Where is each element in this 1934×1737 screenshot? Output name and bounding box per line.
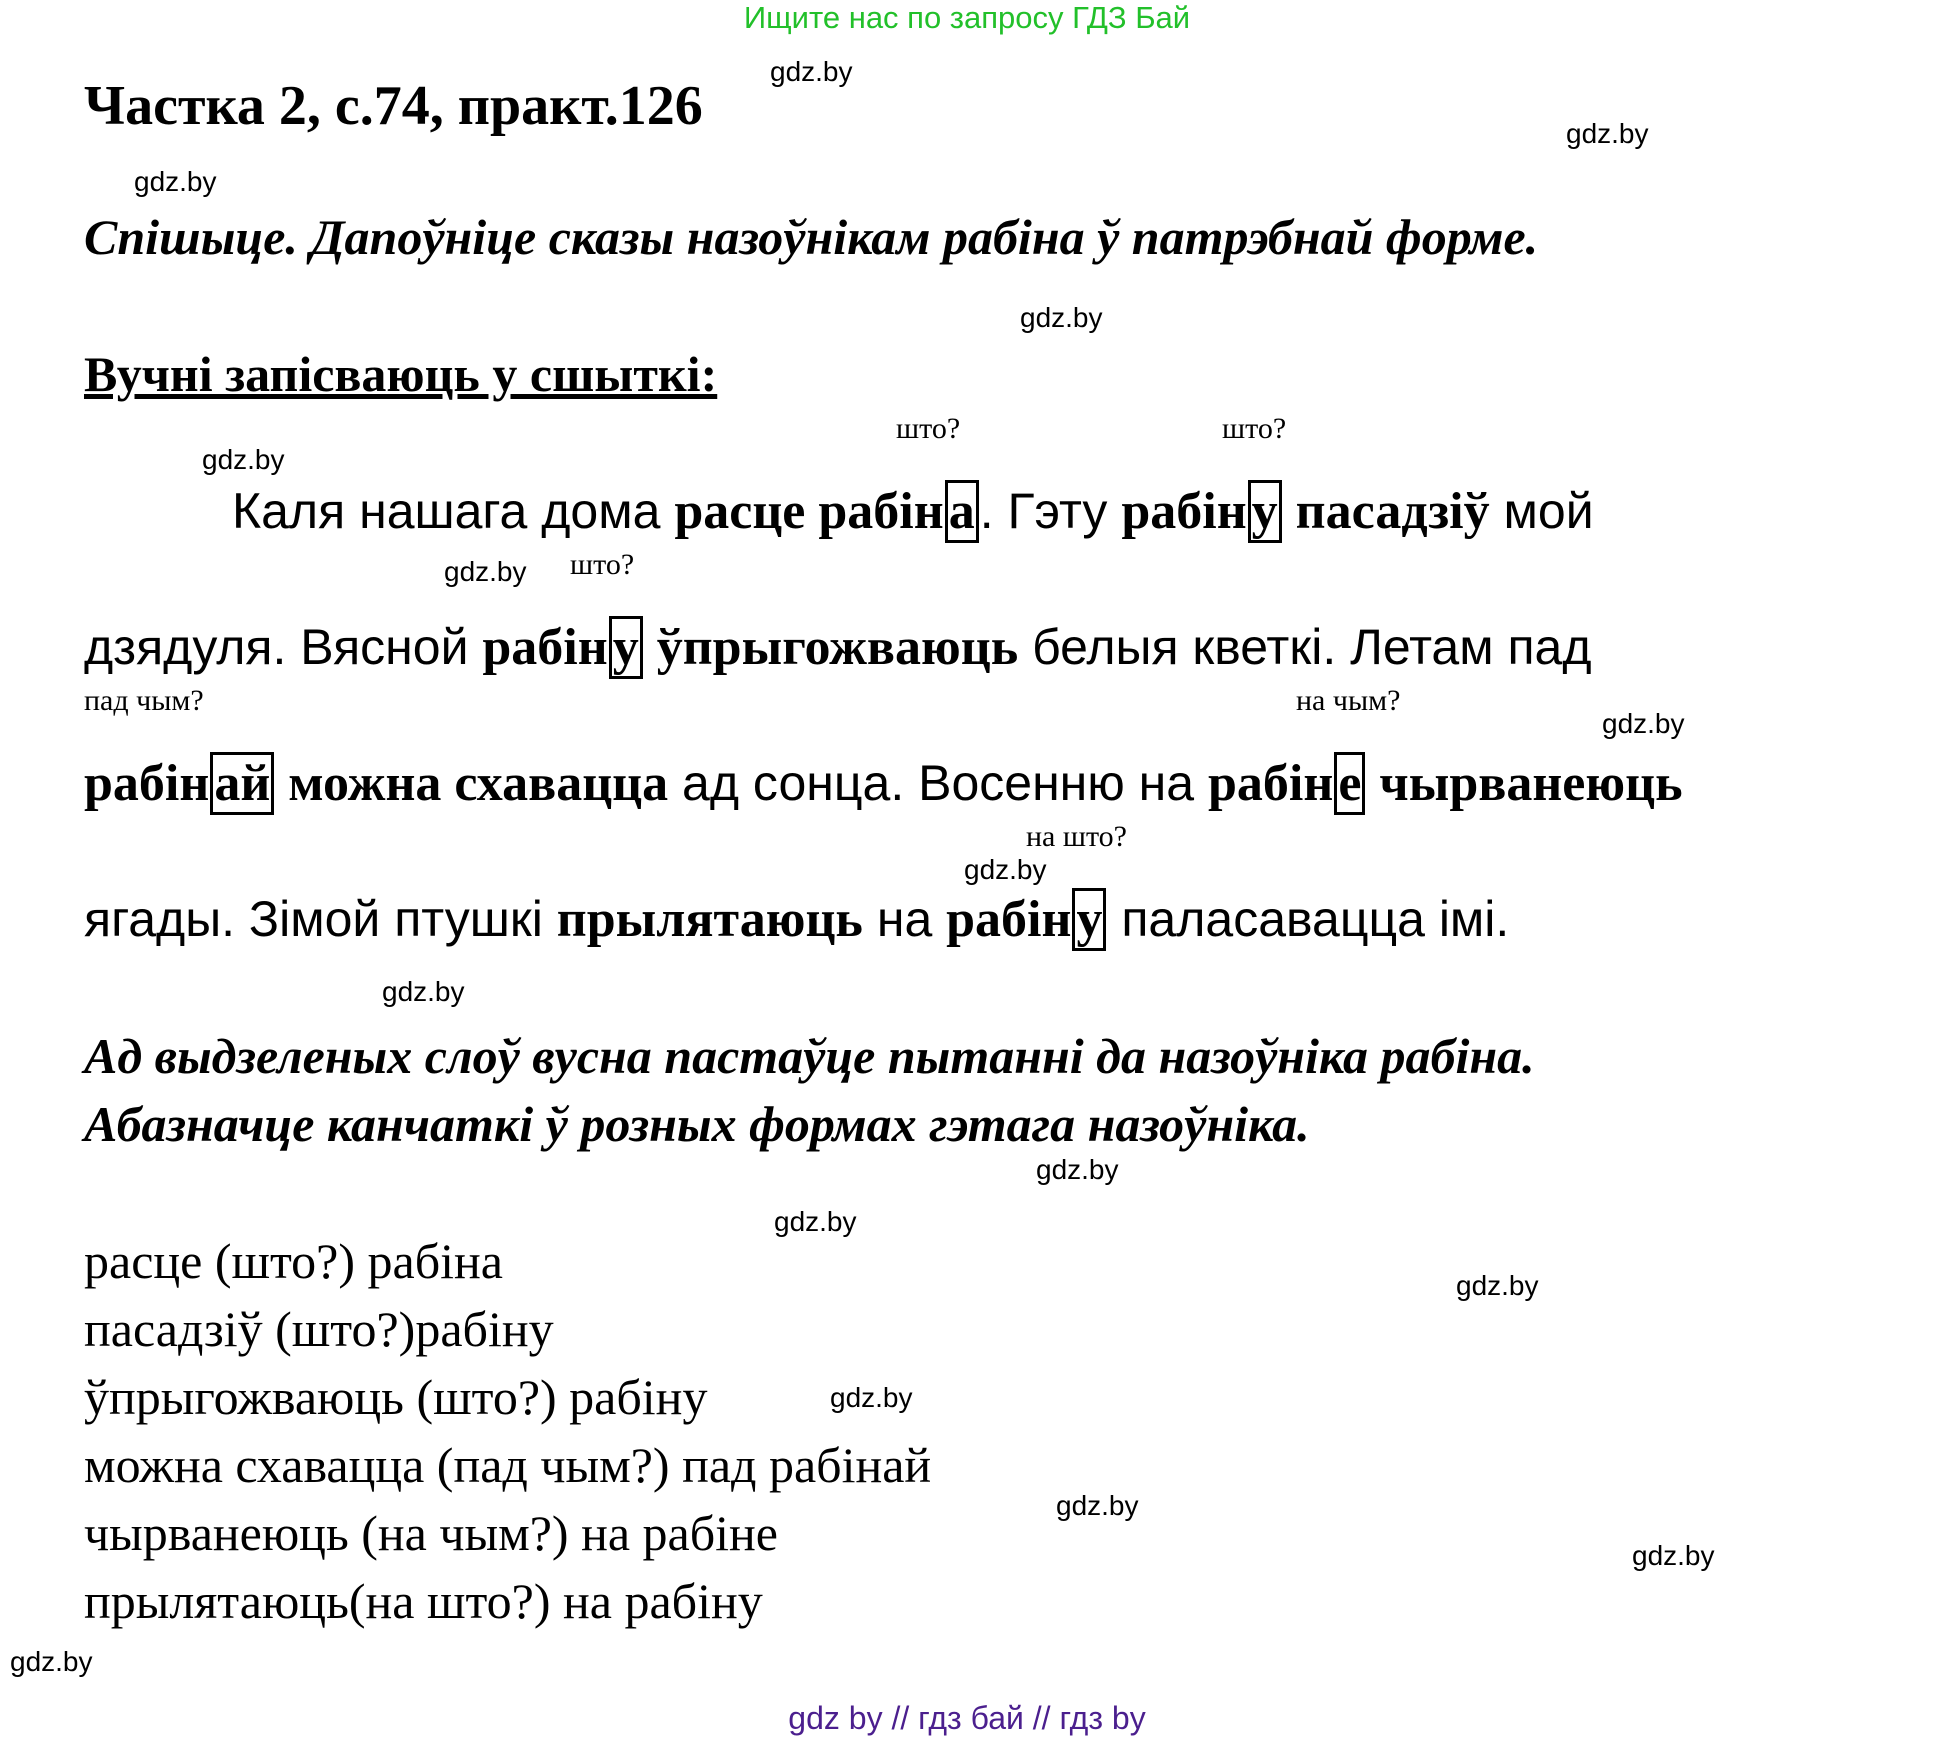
ending-box: а — [945, 480, 979, 543]
task-line: Ад выдзеленых слоў вусна пастаўце пытанні да назоўніка рабіна. — [84, 1028, 1535, 1084]
task-instruction-2 — [84, 1022, 1535, 1158]
watermark: gdz.by — [444, 556, 527, 587]
bold-text: прылятаюць — [556, 891, 863, 948]
plain-text: . Гэту — [979, 483, 1122, 539]
answer-line: прылятаюць(на што?) на рабіну — [84, 1573, 763, 1629]
answer-line: расце (што?) рабіна — [84, 1233, 503, 1289]
question-hint: што? — [1222, 412, 1287, 445]
plain-text: паласавацца імі. — [1107, 891, 1510, 947]
ending-box: у — [1248, 480, 1282, 543]
ending-box: у — [609, 616, 643, 679]
plain-text: белыя кветкі. Летам пад — [1018, 619, 1592, 675]
question-hint: на чым? — [1296, 684, 1401, 717]
bold-text: пасадзіў — [1282, 483, 1490, 540]
watermark: gdz.by — [964, 854, 1047, 885]
plain-text: Каля нашага дома — [232, 483, 675, 539]
section-header: Вучні запісваюць у сшыткі: — [84, 346, 718, 402]
plain-text: на — [862, 891, 947, 947]
text-line-1 — [232, 482, 1594, 541]
watermark: gdz.by — [1632, 1540, 1715, 1571]
plain-text: дзядуля. Вясной — [84, 619, 483, 675]
bold-text: чырванеюць — [1366, 755, 1683, 812]
ending-box: у — [1072, 888, 1106, 951]
page-title: Частка 2, с.74, практ.126 — [84, 75, 703, 137]
task-line: Абазначце канчаткі ў розных формах гэтага назоўніка. — [84, 1096, 1310, 1152]
bold-text: ўпрыгожваюць — [643, 619, 1019, 676]
bold-text: рабін — [84, 755, 210, 812]
watermark: gdz.by — [382, 976, 465, 1007]
plain-text: мой — [1489, 483, 1594, 539]
watermark: gdz.by — [770, 56, 853, 87]
watermark: gdz.by — [1456, 1270, 1539, 1301]
answer-line: ўпрыгожваюць (што?) рабіну — [84, 1369, 708, 1425]
watermark: gdz.by — [774, 1206, 857, 1237]
ending-box: е — [1334, 752, 1365, 815]
watermark: gdz.by — [1056, 1490, 1139, 1521]
watermark: gdz.by — [202, 444, 285, 475]
question-hint: што? — [570, 548, 635, 581]
text-line-2 — [84, 618, 1592, 677]
plain-text: ад сонца. Восенню на — [668, 755, 1208, 811]
watermark: gdz.by — [10, 1646, 93, 1677]
answer-line: чырванеюць (на чым?) на рабіне — [84, 1505, 778, 1561]
watermark: gdz.by — [1020, 302, 1103, 333]
watermark: gdz.by — [134, 166, 217, 197]
answer-line: пасадзіў (што?)рабіну — [84, 1301, 554, 1357]
bold-text: расце рабін — [674, 483, 944, 540]
text-line-4 — [84, 890, 1509, 949]
search-banner: Ищите нас по запросу ГДЗ Бай — [743, 0, 1191, 35]
task-instruction: Спішыце. Дапоўніце сказы назоўнікам рабіна ў патрэбнай форме. — [84, 209, 1539, 265]
watermark: gdz.by — [1036, 1154, 1119, 1185]
footer-links[interactable]: gdz by // гдз бай // гдз by — [788, 1700, 1146, 1736]
question-hint: што? — [896, 412, 961, 445]
watermark: gdz.by — [1566, 118, 1649, 149]
bold-text: рабін — [482, 619, 608, 676]
question-hint: на што? — [1026, 820, 1128, 853]
bold-text: рабін — [1208, 755, 1334, 812]
plain-text: ягады. Зімой птушкі — [84, 891, 557, 947]
ending-box: ай — [210, 752, 274, 815]
watermark: gdz.by — [1602, 708, 1685, 739]
watermark: gdz.by — [830, 1382, 913, 1413]
bold-text: рабін — [1121, 483, 1247, 540]
bold-text: можна схавацца — [275, 755, 669, 812]
answer-line: можна схавацца (пад чым?) пад рабінай — [84, 1437, 932, 1493]
text-line-3 — [84, 754, 1683, 813]
question-hint: пад чым? — [84, 684, 204, 717]
bold-text: рабін — [946, 891, 1072, 948]
